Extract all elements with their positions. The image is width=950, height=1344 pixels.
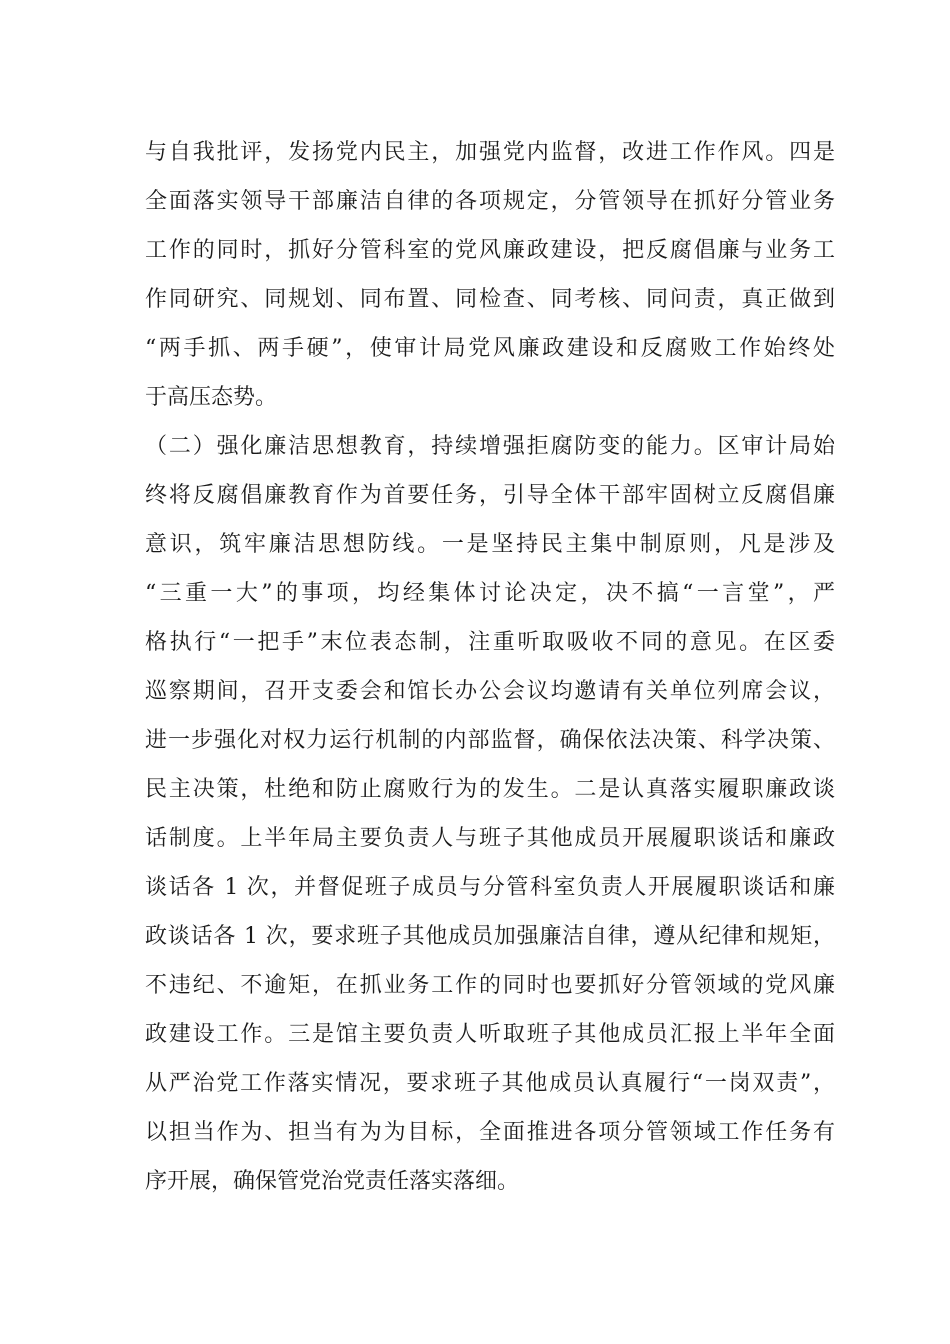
paragraph-line: 巡察期间，召开支委会和馆长办公会议均邀请有关单位列席会议， [145, 679, 835, 704]
paragraph-line: 格执行“一把手”末位表态制，注重听取吸收不同的意见。在区委 [145, 630, 835, 655]
paragraph-line: 作同研究、同规划、同布置、同检查、同考核、同问责，真正做到 [145, 287, 835, 312]
paragraph-line: 民主决策，杜绝和防止腐败行为的发生。二是认真落实履职廉政谈 [145, 777, 835, 802]
paragraph-2 [145, 422, 835, 1206]
document-body [145, 128, 835, 1206]
paragraph-line: 进一步强化对权力运行机制的内部监督，确保依法决策、科学决策、 [145, 728, 835, 753]
paragraph-line: 政建设工作。三是馆主要负责人听取班子其他成员汇报上半年全面 [145, 1022, 835, 1047]
paragraph-line: 不违纪、不逾矩，在抓业务工作的同时也要抓好分管领域的党风廉 [145, 973, 835, 998]
paragraph-line: 政谈话各 1 次，要求班子其他成员加强廉洁自律，遵从纪律和规矩， [145, 924, 835, 949]
paragraph-line: “两手抓、两手硬”，使审计局党风廉政建设和反腐败工作始终处 [145, 336, 835, 361]
paragraph-1 [145, 128, 835, 422]
paragraph-line: 以担当作为、担当有为为目标，全面推进各项分管领域工作任务有 [145, 1120, 835, 1145]
paragraph-line: 与自我批评，发扬党内民主，加强党内监督，改进工作作风。四是 [145, 140, 835, 165]
paragraph-line: 序开展，确保管党治党责任落实落细。 [145, 1169, 520, 1194]
paragraph-line: 于高压态势。 [145, 385, 278, 410]
paragraph-line: 话制度。上半年局主要负责人与班子其他成员开展履职谈话和廉政 [145, 826, 835, 851]
paragraph-line: 工作的同时，抓好分管科室的党风廉政建设，把反腐倡廉与业务工 [145, 238, 835, 263]
paragraph-line: 意识，筑牢廉洁思想防线。一是坚持民主集中制原则，凡是涉及 [145, 532, 835, 557]
paragraph-line: 谈话各 1 次，并督促班子成员与分管科室负责人开展履职谈话和廉 [145, 875, 835, 900]
paragraph-line: 从严治党工作落实情况，要求班子其他成员认真履行“一岗双责”， [145, 1071, 835, 1096]
paragraph-line: （二）强化廉洁思想教育，持续增强拒腐防变的能力。区审计局始 [145, 434, 835, 459]
paragraph-line: 终将反腐倡廉教育作为首要任务，引导全体干部牢固树立反腐倡廉 [145, 483, 835, 508]
paragraph-line: 全面落实领导干部廉洁自律的各项规定，分管领导在抓好分管业务 [145, 189, 835, 214]
paragraph-line: “三重一大”的事项，均经集体讨论决定，决不搞“一言堂”，严 [145, 581, 835, 606]
